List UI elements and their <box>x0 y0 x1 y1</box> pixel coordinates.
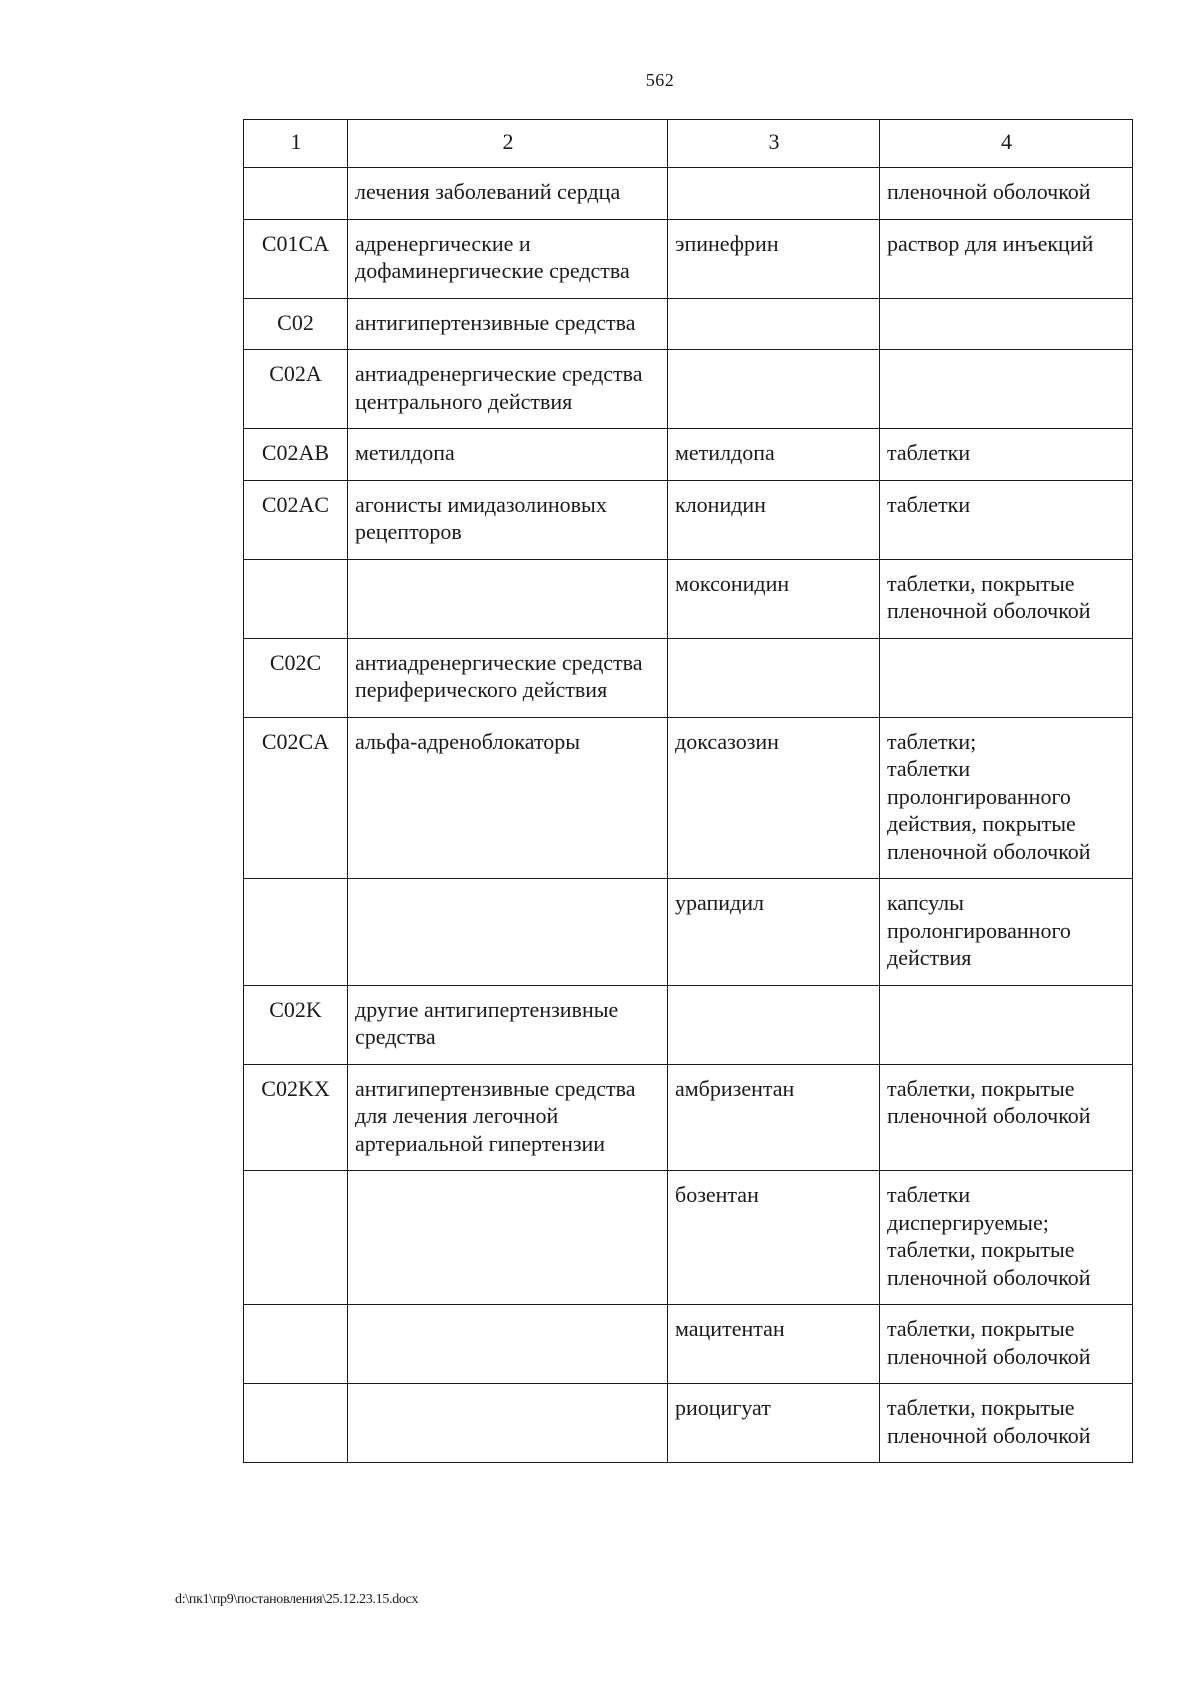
atc-code-cell <box>244 559 348 638</box>
dosage-form-cell: таблетки <box>880 480 1133 559</box>
group-cell: антиадренергические средства центрального действия <box>348 350 668 429</box>
table-row <box>244 638 1133 717</box>
group-cell: антиадренергические средства периферического действия <box>348 638 668 717</box>
atc-code-cell <box>244 1305 348 1384</box>
atc-code-cell: C02KX <box>244 1064 348 1171</box>
drug-cell: амбризентан <box>668 1064 880 1171</box>
dosage-form-cell <box>880 350 1133 429</box>
column-header: 3 <box>668 120 880 168</box>
drug-cell: риоцигуат <box>668 1384 880 1463</box>
drug-cell: доксазозин <box>668 717 880 879</box>
atc-code-cell: C02A <box>244 350 348 429</box>
table-row <box>244 1384 1133 1463</box>
drug-cell <box>668 985 880 1064</box>
table-row <box>244 168 1133 220</box>
atc-code-cell: C02K <box>244 985 348 1064</box>
dosage-form-cell <box>880 298 1133 350</box>
table-row <box>244 298 1133 350</box>
group-cell: лечения заболеваний сердца <box>348 168 668 220</box>
dosage-form-cell: таблетки <box>880 429 1133 481</box>
atc-code-cell: C02C <box>244 638 348 717</box>
atc-code-cell: C02AC <box>244 480 348 559</box>
group-cell <box>348 1305 668 1384</box>
group-cell: антигипертензивные средства <box>348 298 668 350</box>
table-header-row <box>244 120 1133 168</box>
drug-table <box>243 119 1133 1463</box>
drug-cell: бозентан <box>668 1171 880 1305</box>
dosage-form-cell: капсулы пролонгированного действия <box>880 879 1133 986</box>
table-row <box>244 1305 1133 1384</box>
atc-code-cell: C02CA <box>244 717 348 879</box>
table-row <box>244 350 1133 429</box>
group-cell: альфа-адреноблокаторы <box>348 717 668 879</box>
table-row <box>244 480 1133 559</box>
atc-code-cell <box>244 1384 348 1463</box>
atc-code-cell: C01CA <box>244 219 348 298</box>
dosage-form-cell: таблетки, покрытые пленочной оболочкой <box>880 1384 1133 1463</box>
table-row <box>244 879 1133 986</box>
group-cell: метилдопа <box>348 429 668 481</box>
column-header: 4 <box>880 120 1133 168</box>
group-cell: антигипертензивные средства для лечения легочной артериальной гипертензии <box>348 1064 668 1171</box>
atc-code-cell: C02 <box>244 298 348 350</box>
drug-cell <box>668 638 880 717</box>
table-row <box>244 717 1133 879</box>
table-row <box>244 985 1133 1064</box>
drug-cell <box>668 168 880 220</box>
atc-code-cell <box>244 879 348 986</box>
page-number: 562 <box>645 70 675 90</box>
group-cell: адренергические и дофаминергические средства <box>348 219 668 298</box>
drug-cell: моксонидин <box>668 559 880 638</box>
table-row <box>244 219 1133 298</box>
drug-cell: урапидил <box>668 879 880 986</box>
column-header: 2 <box>348 120 668 168</box>
drug-cell <box>668 350 880 429</box>
group-cell <box>348 559 668 638</box>
drug-cell <box>668 298 880 350</box>
footer-file-path: d:\пк1\пр9\постановления\25.12.23.15.docx <box>175 1592 419 1607</box>
column-header: 1 <box>244 120 348 168</box>
atc-code-cell <box>244 168 348 220</box>
dosage-form-cell <box>880 638 1133 717</box>
atc-code-cell <box>244 1171 348 1305</box>
table-row <box>244 1064 1133 1171</box>
group-cell <box>348 1171 668 1305</box>
drug-cell: эпинефрин <box>668 219 880 298</box>
table-row <box>244 1171 1133 1305</box>
group-cell: агонисты имидазолиновых рецепторов <box>348 480 668 559</box>
dosage-form-cell: таблетки; таблетки пролонгированного действия, покрытые пленочной оболочкой <box>880 717 1133 879</box>
drug-cell: мацитентан <box>668 1305 880 1384</box>
drug-cell: клонидин <box>668 480 880 559</box>
dosage-form-cell: таблетки, покрытые пленочной оболочкой <box>880 1064 1133 1171</box>
dosage-form-cell <box>880 985 1133 1064</box>
dosage-form-cell: раствор для инъекций <box>880 219 1133 298</box>
table-row <box>244 429 1133 481</box>
dosage-form-cell: таблетки, покрытые пленочной оболочкой <box>880 559 1133 638</box>
dosage-form-cell: пленочной оболочкой <box>880 168 1133 220</box>
group-cell <box>348 1384 668 1463</box>
dosage-form-cell: таблетки диспергируемые; таблетки, покрытые пленочной оболочкой <box>880 1171 1133 1305</box>
group-cell <box>348 879 668 986</box>
drug-cell: метилдопа <box>668 429 880 481</box>
group-cell: другие антигипертензивные средства <box>348 985 668 1064</box>
dosage-form-cell: таблетки, покрытые пленочной оболочкой <box>880 1305 1133 1384</box>
table-row <box>244 559 1133 638</box>
atc-code-cell: C02AB <box>244 429 348 481</box>
